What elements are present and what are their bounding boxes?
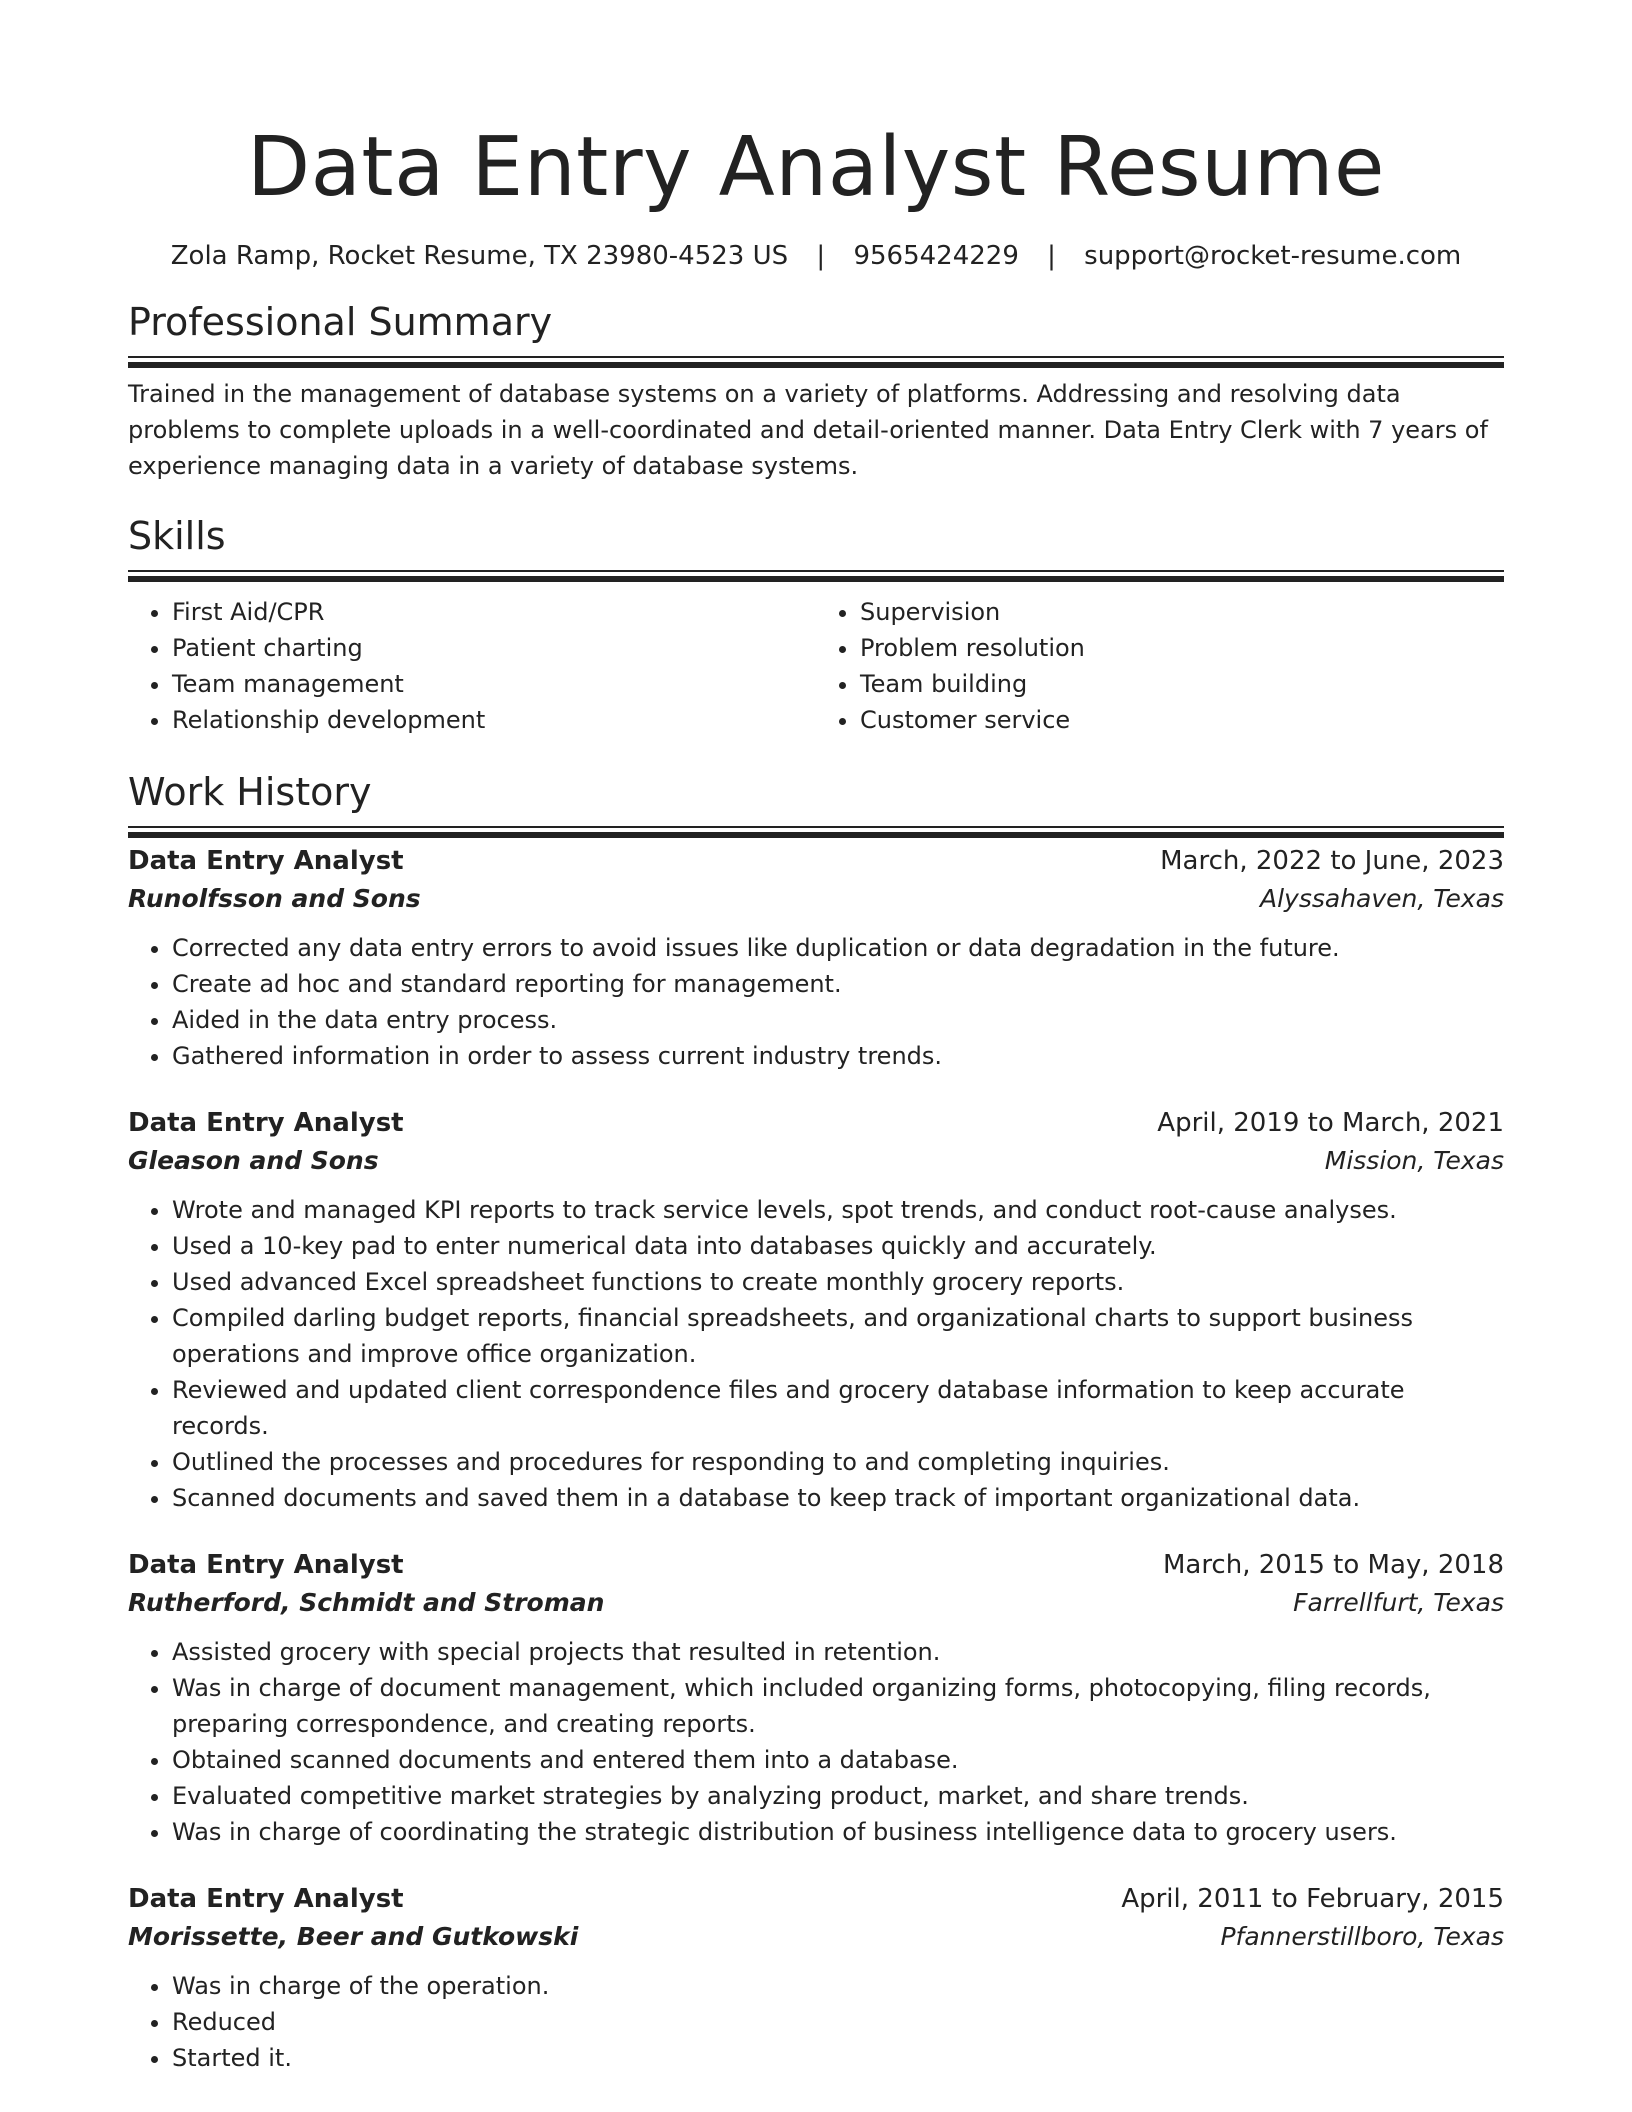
job-duties	[128, 1192, 1504, 1516]
skill-item: • Problem resolution	[860, 630, 1504, 666]
skill-item: • Relationship development	[172, 702, 816, 738]
job-duty: • Used a 10-key pad to enter numerical data into databases quickly and accurately.	[172, 1228, 1504, 1264]
job-duty: • Compiled darling budget reports, financial spreadsheets, and organizational charts to support business operations and improve office organization.	[172, 1300, 1504, 1372]
job-company: Morissette, Beer and Gutkowski	[128, 1922, 579, 1951]
job-dates: April, 2019 to March, 2021	[1157, 1108, 1504, 1138]
job-duty: • Evaluated competitive market strategies by analyzing product, market, and share trends.	[172, 1778, 1504, 1814]
job-title: Data Entry Analyst	[128, 1108, 404, 1138]
job-location: Pfannerstillboro, Texas	[1220, 1922, 1504, 1951]
job-duty: • Obtained scanned documents and entered them into a database.	[172, 1742, 1504, 1778]
job-duty: • Corrected any data entry errors to avoid issues like duplication or data degradation in the future.	[172, 930, 1504, 966]
summary-heading: Professional Summary	[128, 300, 553, 344]
resume-content	[128, 0, 1504, 2076]
skill-item: • Patient charting	[172, 630, 816, 666]
job-duty: • Wrote and managed KPI reports to track service levels, spot trends, and conduct root-cause analyses.	[172, 1192, 1504, 1228]
job-dates: March, 2022 to June, 2023	[1160, 846, 1504, 876]
work-history-heading: Work History	[128, 770, 372, 814]
contact-phone: 9565424229	[853, 241, 1019, 271]
job-company: Rutherford, Schmidt and Stroman	[128, 1588, 605, 1617]
job-duty: • Outlined the processes and procedures for responding to and completing inquiries.	[172, 1444, 1504, 1480]
job-duty: • Was in charge of document management, which included organizing forms, photocopying, filing records, preparing correspondence, and creating reports.	[172, 1670, 1504, 1742]
job-entry	[128, 1880, 1504, 2076]
job-duty: • Scanned documents and saved them in a database to keep track of important organizational data.	[172, 1480, 1504, 1516]
job-duties	[128, 930, 1504, 1074]
job-duty: • Reduced	[172, 2004, 1504, 2040]
job-duty: • Started it.	[172, 2040, 1504, 2076]
job-duties	[128, 1634, 1504, 1850]
skill-item: • Supervision	[860, 594, 1504, 630]
skills-column-right	[816, 594, 1504, 738]
job-duty: • Was in charge of the operation.	[172, 1968, 1504, 2004]
section-divider	[128, 356, 1504, 372]
skill-item: • Team management	[172, 666, 816, 702]
job-duties	[128, 1968, 1504, 2076]
job-duty: • Aided in the data entry process.	[172, 1002, 1504, 1038]
job-location: Mission, Texas	[1324, 1146, 1504, 1175]
section-divider	[128, 570, 1504, 586]
contact-separator: |	[816, 241, 826, 271]
job-title: Data Entry Analyst	[128, 846, 404, 876]
job-company: Runolfsson and Sons	[128, 884, 421, 913]
job-title: Data Entry Analyst	[128, 1884, 404, 1914]
skills-list	[128, 594, 1504, 738]
summary-text: Trained in the management of database systems on a variety of platforms. Addressing and resolving data problems to complete uploads in a well-coordinated and detail-oriented manner. Data Entry Clerk with 7 years of experience managing data in a variety of database systems.	[128, 380, 1488, 480]
job-duty: • Create ad hoc and standard reporting for management.	[172, 966, 1504, 1002]
skills-column-left	[128, 594, 816, 738]
skills-heading: Skills	[128, 514, 226, 558]
job-duty: • Reviewed and updated client correspondence files and grocery database information to keep accurate records.	[172, 1372, 1504, 1444]
job-location: Alyssahaven, Texas	[1260, 884, 1504, 913]
skill-item: • Team building	[860, 666, 1504, 702]
section-divider	[128, 826, 1504, 842]
job-company: Gleason and Sons	[128, 1146, 379, 1175]
job-duty: • Used advanced Excel spreadsheet functions to create monthly grocery reports.	[172, 1264, 1504, 1300]
job-duty: • Assisted grocery with special projects that resulted in retention.	[172, 1634, 1504, 1670]
resume-title: Data Entry Analyst Resume	[247, 120, 1385, 215]
job-dates: March, 2015 to May, 2018	[1162, 1550, 1504, 1580]
job-duty: • Gathered information in order to assess current industry trends.	[172, 1038, 1504, 1074]
job-entry	[128, 1104, 1504, 1516]
contact-line	[128, 240, 1504, 272]
job-title: Data Entry Analyst	[128, 1550, 404, 1580]
job-duty: • Was in charge of coordinating the strategic distribution of business intelligence data to grocery users.	[172, 1814, 1504, 1850]
job-location: Farrellfurt, Texas	[1293, 1588, 1504, 1617]
job-entry	[128, 1546, 1504, 1850]
job-dates: April, 2011 to February, 2015	[1121, 1884, 1504, 1914]
contact-separator: |	[1047, 241, 1056, 271]
job-entry	[128, 842, 1504, 1074]
skill-item: • First Aid/CPR	[172, 594, 816, 630]
contact-email: support@rocket-resume.com	[1084, 241, 1462, 271]
contact-address: Zola Ramp, Rocket Resume, TX 23980-4523 US	[170, 241, 789, 271]
skill-item: • Customer service	[860, 702, 1504, 738]
